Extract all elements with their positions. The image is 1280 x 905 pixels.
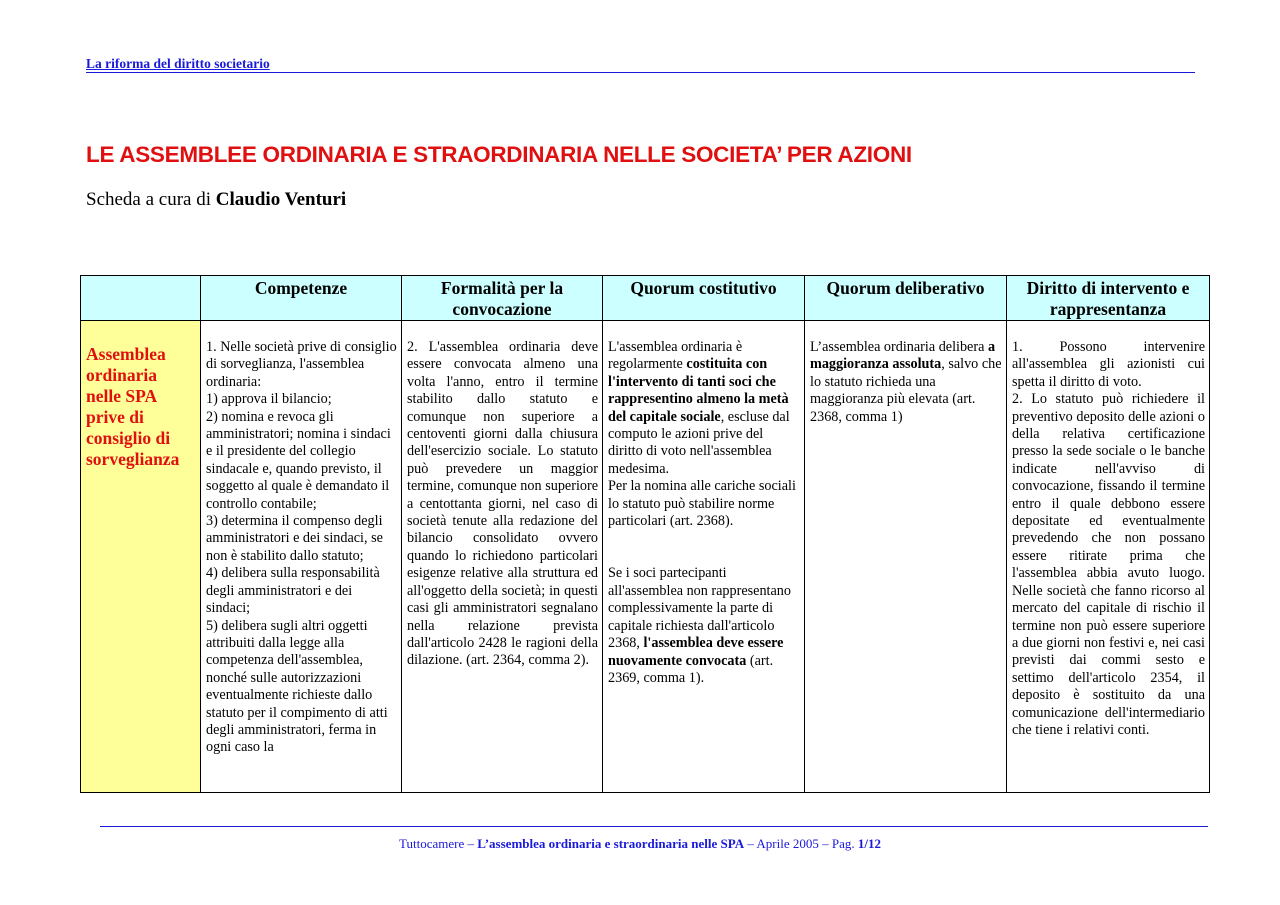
header-empty — [81, 276, 201, 321]
qc-p3-bold: l'assemblea deve essere nuovamente convocata — [608, 635, 784, 669]
cell-quorum-costitutivo — [603, 321, 805, 793]
footer-doc-title: L’assemblea ordinaria e straordinaria nelle SPA — [477, 836, 745, 851]
cell-formalita — [402, 321, 603, 793]
footer-prefix: Tuttocamere – — [399, 836, 474, 851]
competenze-item: 1) approva il bilancio; — [206, 391, 332, 408]
page-footer — [0, 836, 1280, 852]
header-quorum-deliberativo: Quorum deliberativo — [805, 276, 1007, 321]
qc-p1-a: L'assemblea ordinaria è regolarmente — [608, 339, 743, 373]
qd-a: L’assemblea ordinaria delibera — [810, 339, 988, 355]
cell-competenze — [201, 321, 402, 793]
competenze-item: 4) delibera sulla responsabilità degli amministratori e dei sindaci; — [206, 565, 380, 617]
qd-c: , salvo che lo statuto richieda una maggioranza più elevata (art. 2368, comma 1) — [810, 356, 1002, 425]
formalita-text: 2. L'assemblea ordinaria deve essere convocata almeno una volta l'anno, entro il termine stabilito dallo statuto e comunque non superiore a centoventi giorni dalla chiusura dell'esercizio sociale. Lo statuto può prevedere un maggior termine, comunque non superiore a centottanta giorni, nel caso di società tenute alla redazione del bilancio consolidato ovvero quando lo richiedono particolari esigenze relative alla struttura ed all'oggetto della società; in questi casi gli amministratori segnalano nella relazione prevista dall'articolo 2428 le ragioni della dilazione. (art. 2364, comma 2). — [407, 339, 598, 669]
subtitle — [86, 189, 346, 211]
competenze-item: 3) determina il compenso degli amministratori e dei sindaci, se non è stabilito dallo statuto; — [206, 513, 383, 564]
row-header-assemblea-ordinaria: Assemblea ordinaria nelle SPA prive di consiglio di sorveglianza — [81, 321, 201, 793]
table-row — [81, 321, 1210, 793]
competenze-item: 2) nomina e revoca gli amministratori; nomina i sindaci e il presidente del collegio sindacale e, quando previsto, il soggetto al quale è demandato il controllo contabile; — [206, 408, 391, 512]
competenze-item: 5) delibera sugli altri oggetti attribuiti dalla legge alla competenza dell'assemblea, nonché sulle autorizzazioni eventualmente richieste dallo statuto per il compimento di atti degli amministratori, ferma in ogni caso la — [206, 617, 388, 756]
cell-diritto-intervento — [1007, 321, 1210, 793]
footer-date-page: – Aprile 2005 – Pag. — [747, 836, 855, 851]
diritto-intervento-p1: 1. Possono intervenire all'assemblea gli azionisti cui spetta il diritto di voto. — [1012, 339, 1205, 390]
header-diritto-intervento: Diritto di intervento e rappresentanza — [1007, 276, 1210, 321]
page-title: LE ASSEMBLEE ORDINARIA E STRAORDINARIA NELLE SOCIETA’ PER AZIONI — [86, 142, 912, 167]
qc-p1-bold: costituita con l'intervento di tanti soci che rappresentino almeno la metà del capitale sociale — [608, 356, 789, 425]
qc-p1-c: , escluse dal computo le azioni prive del diritto di voto nell'assemblea medesima. — [608, 408, 790, 477]
page-number: 1/12 — [857, 836, 881, 851]
quorum-costitutivo-p3 — [608, 565, 800, 687]
paragraph-gap — [608, 530, 800, 565]
footer-rule — [100, 826, 1208, 827]
qc-p3-c: (art. 2369, comma 1). — [608, 652, 774, 686]
cell-quorum-deliberativo — [805, 321, 1007, 793]
diritto-intervento-p2: 2. Lo statuto può richiedere il preventivo deposito delle azioni o della relativa certificazione presso la sede sociale o le banche indicate nell'avviso di convocazione, fissando il termine entro il quale debbono essere depositate ed eventualmente prevedendo che non possano essere ritirate prima che l'assemblea abbia avuto luogo. Nelle società che fanno ricorso al mercato del capitale di rischio il termine non può essere superiore a due giorni non festivi e, nei casi previsti dai commi sesto e settimo dell'articolo 2354, il deposito è sostituito da una comunicazione dell'intermediario che tiene i relativi conti. — [1012, 391, 1205, 738]
header-competenze: Competenze — [201, 276, 402, 321]
author-name: Claudio Venturi — [215, 189, 347, 210]
qd-bold: a maggioranza assoluta — [810, 339, 996, 373]
running-header — [86, 56, 1195, 73]
quorum-deliberativo-text — [810, 339, 1002, 426]
header-formalita: Formalità per la convocazione — [402, 276, 603, 321]
qc-p3-a: Se i soci partecipanti all'assemblea non rappresentano complessivamente la parte di capitale richiesta dall'articolo 2368, — [608, 565, 791, 652]
table-header-row — [81, 276, 1210, 321]
competenze-intro: 1. Nelle società prive di consiglio di sorveglianza, l'assemblea ordinaria: — [206, 339, 397, 390]
assemblies-table — [80, 275, 1210, 793]
quorum-costitutivo-p2: Per la nomina alle cariche sociali lo statuto può stabilire norme particolari (art. 2368). — [608, 478, 796, 530]
running-title[interactable]: La riforma del diritto societario — [86, 56, 270, 71]
quorum-costitutivo-p1 — [608, 339, 800, 478]
subtitle-prefix: Scheda a cura di — [86, 189, 212, 210]
header-quorum-costitutivo: Quorum costitutivo — [603, 276, 805, 321]
